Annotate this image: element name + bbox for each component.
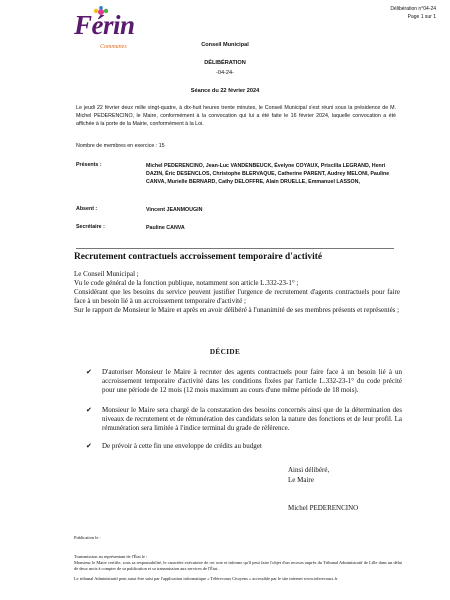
council-title: Conseil Municipal <box>201 42 249 48</box>
intro-paragraph: Le jeudi 22 février deux mille vingt-quatre, à dix-huit heures trente minutes, le Conseil Municipal s'est réuni sous la présidence de M. Michel PEDERENCINO, le Maire, conformément à la convocation qui lui a été faite le 16 février 2024, laquelle convocation a été affichée à la porte de la Mairie, conformément à la Loi. <box>76 105 396 127</box>
absent-names: Vincent JEANMOUGIN <box>146 207 203 213</box>
section-divider <box>76 248 394 249</box>
consideration-item: Sur le rapport de Monsieur le Maire et après en avoir délibéré à l'unanimité de ses membres présents et représentés ; <box>74 306 400 314</box>
secretary-name: Pauline CANVA <box>146 225 185 231</box>
decision-item: De prévoir à cette fin une enveloppe de crédits au budget <box>102 442 262 450</box>
logo-tagline: Communes <box>100 44 127 50</box>
decision-heading: DÉCIDE <box>209 348 241 356</box>
signatory-name: Michel PEDERENCINO <box>288 504 359 512</box>
logo-wordmark: Férin <box>74 10 135 40</box>
legal-notice: Monsieur le Maire certifie, sous sa responsabilité, le caractère exécutoire de cet acte et informe qu'il peut faire l'objet d'un recours auprès du Tribunal Administratif de Lille dans un délai de deux mois à compter de sa publication et sa transmission aux services de l'État. <box>74 560 402 571</box>
ferin-logo <box>74 6 136 58</box>
absent-label: Absent : <box>76 206 98 212</box>
bullet-icon: ✔ <box>86 368 92 376</box>
page-indicator: Page 1 sur 1 <box>407 14 436 20</box>
bullet-icon: ✔ <box>86 442 92 450</box>
bullet-icon: ✔ <box>86 406 92 414</box>
consideration-item: Le Conseil Municipal ; <box>74 270 139 278</box>
session-date: Séance du 22 février 2024 <box>190 88 260 94</box>
decision-item: D'autoriser Monsieur le Maire à recruter des agents contractuels pour faire face à un besoin lié à un accroissement temporaire d'activité dans les conditions fixées par l'article L.332-23-1° du code précité pour une période de 12 mois (12 mois maximum au cours d'une même période de 18 mois). <box>102 368 402 394</box>
deliberation-number: Délibération n°04-24 <box>390 6 436 12</box>
consideration-item: Considérant que les besoins du service peuvent justifier l'urgence de recrutement d'agents contractuels pour faire face à un besoin lié à un accroissement temporaire d'activité ; <box>74 288 400 305</box>
present-label: Présents : <box>76 162 102 168</box>
deliberation-label: DÉLIBÉRATION <box>204 60 246 66</box>
decision-item: Monsieur le Maire sera chargé de la constatation des besoins concernés ainsi que de la détermination des niveaux de recrutement et de rémunération des candidats selon la nature des fonctions et de leur profil. La rémunération sera limitée à l'indice terminal du grade de référence. <box>102 406 402 432</box>
deliberation-code: -04-24- <box>215 70 235 76</box>
tribunal-notice: Le tribunal Administratif peut aussi être saisi par l'application informatique « Télérecours Citoyens » accessible par le site internet www.telerecours.fr <box>74 576 338 581</box>
signature-line: Ainsi délibéré, <box>288 466 330 474</box>
document-title: Recrutement contractuels accroissement temporaire d'activité <box>74 252 323 262</box>
publication-date: Publication le : <box>74 535 101 540</box>
present-names: Michel PEDERENCINO, Jean-Luc VANDENBEUCK, Évelyne COYAUX, Priscilla LEGRAND, Henri DAZIN, Éric DESENCLOS, Christophe BLERVAQUE, Catherine PARENT, Audrey MELONI, Pauline CANVA, Murielle BERNARD, Cathy DELOFFRE, Alain DRUELLE, Emmanuel LASSON, <box>146 163 390 185</box>
transmission-date: Transmission au représentant de l'État le : <box>74 554 148 559</box>
signature-role: Le Maire <box>288 476 314 484</box>
members-count: Nombre de membres en exercice : 15 <box>76 143 165 149</box>
consideration-item: Vu le code général de la fonction publique, notamment son article L.332-23-1° ; <box>74 279 299 287</box>
secretary-label: Secrétaire : <box>76 224 105 230</box>
